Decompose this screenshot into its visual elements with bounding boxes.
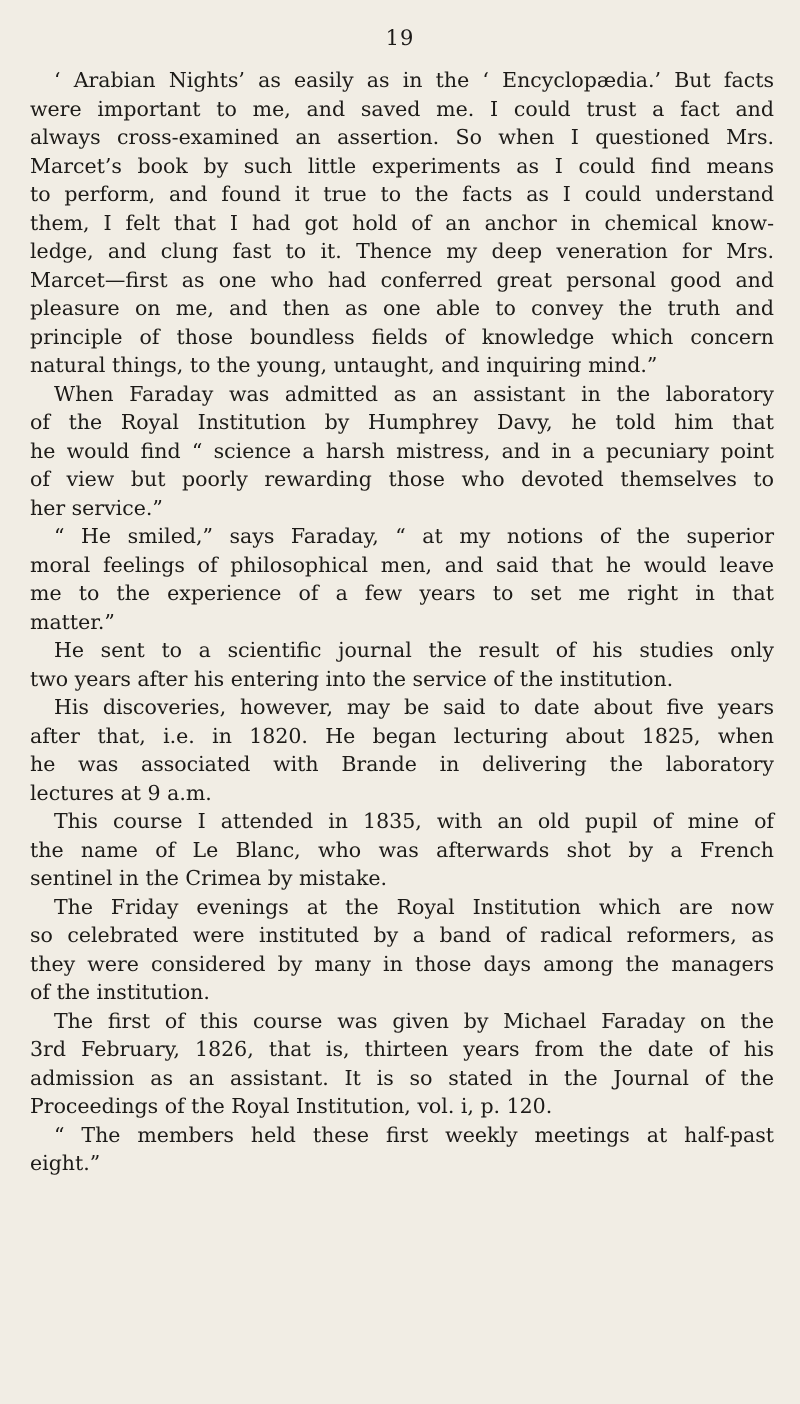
text-line: eight.” bbox=[30, 1151, 101, 1175]
text-line: ledge, and clung fast to it. Thence my deep veneration for Mrs. bbox=[30, 239, 774, 263]
text-line: me to the experience of a few years to set me right in that bbox=[30, 581, 774, 605]
text-line: He sent to a scientific journal the result of his studies only bbox=[54, 638, 774, 662]
text-line: matter.” bbox=[30, 609, 115, 634]
page-number: 19 bbox=[385, 26, 415, 50]
text-line: Marcet’s book by such little experiments as I could find means bbox=[30, 153, 774, 178]
text-line: after that, i.e. in 1820. He began lecturing about 1825, when bbox=[30, 723, 774, 748]
text-line: of the institution. bbox=[30, 980, 210, 1004]
text-line: The Friday evenings at the Royal Institution which are now bbox=[54, 894, 774, 919]
text-line: sentinel in the Crimea by mistake. bbox=[30, 866, 388, 890]
text-line: them, I felt that I had got hold of an anchor in chemical know- bbox=[30, 210, 774, 235]
text-line: he would find “ science a harsh mistress, and in a pecuniary point bbox=[30, 438, 774, 463]
text-line: The first of this course was given by Michael Faraday on the bbox=[54, 1008, 774, 1033]
text-line: His discoveries, however, may be said to date about five years bbox=[54, 695, 774, 719]
body-text bbox=[30, 66, 774, 1178]
text-line: 3rd February, 1826, that is, thirteen years from the date of his bbox=[30, 1037, 774, 1061]
text-line: were important to me, and saved me. I could trust a fact and bbox=[30, 96, 774, 121]
text-line: they were considered by many in those days among the managers bbox=[30, 951, 774, 976]
text-line: principle of those boundless fields of knowledge which concern bbox=[30, 324, 774, 349]
text-line: “ He smiled,” says Faraday, “ at my notions of the superior bbox=[54, 524, 774, 548]
text-line: he was associated with Brande in delivering the laboratory bbox=[30, 752, 774, 776]
text-line: of view but poorly rewarding those who devoted themselves to bbox=[30, 467, 774, 491]
text-line: moral feelings of philosophical men, and said that he would leave bbox=[30, 552, 774, 577]
text-line: Marcet—first as one who had conferred great personal good and bbox=[30, 267, 774, 292]
text-line: so celebrated were instituted by a band of radical reformers, as bbox=[30, 923, 774, 947]
text-line: admission as an assistant. It is so stated in the Journal of the bbox=[30, 1065, 774, 1090]
text-line: Proceedings of the Royal Institution, vol. i, p. 120. bbox=[30, 1094, 553, 1118]
text-line: the name of Le Blanc, who was afterwards shot by a French bbox=[30, 837, 774, 862]
text-line: pleasure on me, and then as one able to convey the truth and bbox=[30, 296, 774, 320]
text-line: two years after his entering into the service of the institution. bbox=[30, 666, 674, 691]
text-line: her service.” bbox=[30, 495, 163, 520]
text-line: lectures at 9 a.m. bbox=[30, 780, 212, 805]
text-line: This course I attended in 1835, with an old pupil of mine of bbox=[54, 809, 774, 833]
text-line: to perform, and found it true to the facts as I could understand bbox=[30, 182, 774, 206]
text-line: natural things, to the young, untaught, and inquiring mind.” bbox=[30, 353, 658, 377]
text-line: ‘ Arabian Nights’ as easily as in the ‘ Encyclopædia.’ But facts bbox=[54, 68, 774, 92]
text-line: of the Royal Institution by Humphrey Davy, he told him that bbox=[30, 410, 774, 434]
text-line: “ The members held these first weekly meetings at half-past bbox=[54, 1122, 774, 1147]
text-line: When Faraday was admitted as an assistant in the laboratory bbox=[54, 381, 774, 406]
text-line: always cross-examined an assertion. So when I questioned Mrs. bbox=[30, 125, 774, 149]
